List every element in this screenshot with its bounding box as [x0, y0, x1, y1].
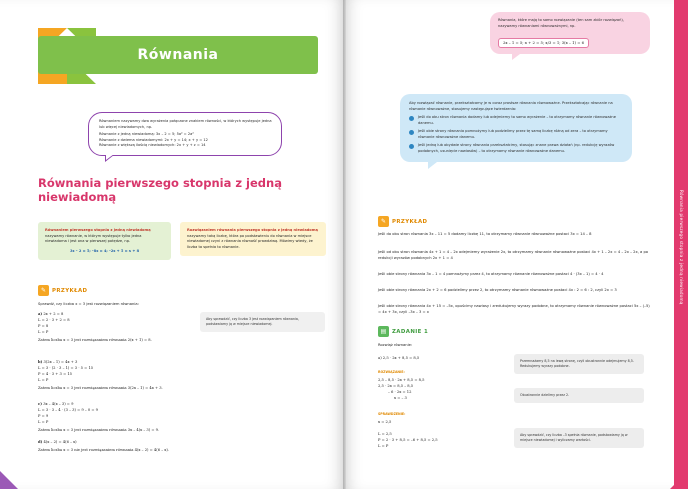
example-c-line-0: L = 3 · 3 – 4 · (3 – 3) = 9 – 0 = 9 — [38, 407, 98, 412]
corner-marker-left — [0, 471, 18, 489]
definition-box-yellow — [180, 222, 326, 256]
solution-step-1: 2,5 · 2x = 8,5 – 8,5 — [378, 383, 414, 388]
example-label-right-text: PRZYKŁAD — [392, 218, 428, 225]
note-right-2: Obustronnie dzielimy przez 2. — [514, 388, 644, 403]
clipboard-icon: ▤ — [378, 326, 389, 337]
theorem-text-2: Jeśli obie strony równania pomnożymy lub podzielimy przez tę samą liczbę różną od zera – to otrzymamy równanie równoważne danemu. — [418, 129, 608, 139]
blue-bubble-intro: Aby rozwiązać równanie, przekształcamy je w coraz prostsze równania równoważne. Przekształcając równanie na równanie równoważne, stosujemy następujące twierdzenia: — [409, 101, 613, 111]
example-line-0: Jeśli do obu stron równania 3x – 11 = 5 dodamy liczbę 11, to otrzymamy równanie równoważne postaci 3x = 14 – 8 — [378, 232, 592, 236]
bullet-dot-icon — [409, 144, 414, 149]
edge-tab-label: Równania pierwszego stopnia z jedną niewiadomą — [674, 0, 688, 489]
note-right-1: Przemnażamy 8,5 na lewą stronę, czyli obustronnie odejmujemy 8,5. Redukujemy wyrazy podobne. — [514, 354, 644, 374]
right-page — [344, 0, 688, 489]
solution-steps — [378, 378, 498, 402]
example-a-tag: a) — [38, 312, 43, 316]
definition-green-text: nazywamy równanie, w którym występuje tylko jedna niewiadoma i jest ona w pierwszej potędze, np. — [45, 233, 142, 244]
check-line-0: x = 2,5 — [378, 420, 392, 424]
example-b-line-1: P = 4 · 3 + 3 = 15 — [38, 371, 73, 376]
pink-bubble-text: Równania, które mają to samo rozwiązanie (ten sam zbiór rozwiązań), nazywamy równaniami równoważnymi, np. — [498, 18, 624, 28]
example-line-4: Jeśli obie strony równania 4x + 15 = –5x, opuścimy nawiasy i zredukujemy wyrazy podobne, to otrzymamy równanie równoważne postaci 5x – (–5) = 4x + 3x, czyli –3x – 3 = x — [378, 304, 650, 314]
example-d-tag: d) — [38, 440, 43, 444]
check-line-2: L = 2,5 — [378, 431, 392, 436]
pencil-icon: ✎ — [378, 216, 389, 227]
book-gutter — [343, 0, 346, 489]
theorem-item-1 — [409, 115, 623, 126]
page-title: Równania — [137, 47, 219, 63]
example-label-left — [38, 285, 87, 296]
theorem-item-2 — [409, 129, 623, 140]
theorems-bubble — [400, 94, 632, 162]
example-d-conclusion: Zatem liczba x = 3 nie jest rozwiązaniem równania 4(x – 2) = 4(6 – x). — [38, 447, 169, 452]
intro-line-2: Równanie z dwiema niewiadomymi: 2x + y = 14; x + y = 12 — [99, 137, 208, 142]
task-label-text: ZADANIE 1 — [392, 328, 429, 335]
example-a-line-0: L = 2 · 3 + 2 = 8 — [38, 317, 70, 322]
example-a-conclusion: Zatem liczba x = 3 jest rozwiązaniem równania 2(x + 1) = 8. — [38, 337, 152, 342]
example-item-b — [38, 360, 203, 392]
task-a: a) 2,5 · 2x + 8,5 = 8,5 — [378, 356, 420, 360]
example-c-conclusion: Zatem liczba x = 3 jest rozwiązaniem równania 3x – 4(x – 3) = 9. — [38, 427, 160, 432]
example-intro-left: Sprawdź, czy liczba x = 3 jest rozwiązaniem równania: — [38, 302, 139, 306]
check-line-4: L = P — [378, 443, 389, 448]
example-b-line-2: L = P — [38, 377, 49, 382]
check-label: SPRAWDZENIE: — [378, 412, 406, 416]
example-c-line-2: L = P — [38, 419, 49, 424]
example-a-eq: 2x + 2 = 8 — [43, 312, 64, 316]
example-line-2: Jeśli obie strony równania 3x – 1 = 4 pomnożymy przez 4, to otrzymamy równanie równoważne postaci 4 · (3x – 1) = 4 · 4 — [378, 272, 604, 276]
solution-step-2: – 6 · 2x = 12 — [388, 389, 412, 394]
definition-box-green — [38, 222, 171, 260]
task-intro: Rozwiąż równanie: — [378, 343, 413, 347]
equivalent-equations-bubble — [490, 12, 650, 54]
example-line-1: Jeśli od obu stron równania 4x + 1 = 4 – 2x odejmiemy wyrażenie 2x, to otrzymamy równanie równoważne postaci 4x + 1 – 2x = 4 – 2x – 2x, a po redukcji wyrazów podobnych 2x + 1 = 4 — [378, 250, 649, 260]
theorem-text-3: Jeśli jedną lub obydwie strony równania przekształcimy, stosując znane prawa działań (np. redukcję wyrazów podobnych, usunięcie nawiasów) – to otrzymamy równanie równoważne danemu. — [418, 143, 615, 153]
example-label-text: PRZYKŁAD — [52, 287, 88, 294]
note-right-3: Aby sprawdzić, czy liczba –3 spełnia równanie, podstawiamy ją w miejsce niewiadomej i wyliczamy wartości. — [514, 428, 644, 448]
definition-yellow-text: nazywamy taką liczbę, która po podstawieniu do równania w miejsce niewiadomej czyni z równania równość prawdziwą. Mówimy wtedy, że liczba ta spełnia to równanie. — [187, 233, 313, 249]
pink-bubble-equations: 2x – 1 = 5; x + 2 = 5; x/3 = 1; 3(x – 1) = 6 — [498, 38, 589, 48]
check-line-3: P = 2 · 3 + 8,5 = –6 + 8,5 = 2,5 — [378, 437, 438, 442]
example-c-tag: c) — [38, 402, 42, 406]
example-a-line-2: L = P — [38, 329, 49, 334]
intro-line-0: Równaniem nazywamy dwa wyrażenia połączone znakiem równości, w których występuje jedna lub więcej niewiadomych, np. — [99, 119, 272, 129]
solution-step-0: 2,5 – 8,5 · 2x + 8,5 = 8,5 — [378, 378, 425, 382]
definition-green-title: Równaniem pierwszego stopnia z jedną niewiadomą — [45, 228, 151, 232]
theorem-text-1: Jeśli do obu stron równania dodamy lub odejmiemy to samo wyrażenie – to otrzymamy równanie równoważne danemu. — [418, 115, 616, 125]
check-steps — [378, 420, 508, 450]
example-c-eq: 3x – 4(x – 3) = 9 — [43, 402, 74, 406]
solution-label: ROZWIĄZANIE: — [378, 370, 405, 374]
example-b-line-0: L = 3 · (2 · 3 – 1) = 3 · 5 = 15 — [38, 365, 94, 370]
example-b-eq: 3(2x – 1) = 4x + 3 — [43, 360, 78, 364]
pencil-icon: ✎ — [38, 285, 49, 296]
side-note-left: Aby sprawdzić, czy liczba 3 jest rozwiązaniem równania, podstawiamy ją w miejsce niewiadomej. — [200, 312, 325, 332]
definition-yellow-title: Rozwiązaniem równania pierwszego stopnia z jedną niewiadomą — [187, 228, 318, 232]
intro-line-1: Równanie z jedną niewiadomą: 3x – 2 = 5; 5a² = 2a² — [99, 132, 194, 137]
example-b-conclusion: Zatem liczba x = 3 jest rozwiązaniem równania 3(2x – 1) = 4x + 3. — [38, 385, 163, 390]
example-item-d — [38, 440, 208, 454]
section-heading: Równania pierwszego stopnia z jedną niewiadomą — [38, 176, 282, 205]
task-label-right — [378, 326, 428, 337]
bullet-dot-icon — [409, 116, 414, 121]
example-a-line-1: P = 8 — [38, 323, 49, 328]
chapter-title-band — [38, 36, 318, 74]
intro-line-3: Równanie z większą ilością niewiadomych: 2x + y + z = 14 — [99, 143, 206, 148]
example-d-eq: 4(x – 2) = 4(6 – x) — [43, 440, 77, 444]
definition-green-example: 3x – 2 = 5; –8x = 4; –2x + 5 = x + 8 — [69, 248, 140, 253]
theorem-item-3 — [409, 143, 623, 154]
example-item-a — [38, 312, 198, 344]
example-c-line-1: P = 9 — [38, 413, 49, 418]
example-b-tag: b) — [38, 360, 43, 364]
bullet-dot-icon — [409, 130, 414, 135]
example-item-c — [38, 402, 203, 434]
intro-definition-bubble — [88, 112, 282, 156]
example-label-right — [378, 216, 427, 227]
solution-step-3: x = – 3 — [394, 395, 407, 400]
example-line-3: Jeśli obie strony równania 2x + 2 = 6 podzielimy przez 2, to otrzymamy równanie równoważne postaci 4x : 2 = 6 : 2, czyli 2x = 3 — [378, 288, 617, 292]
